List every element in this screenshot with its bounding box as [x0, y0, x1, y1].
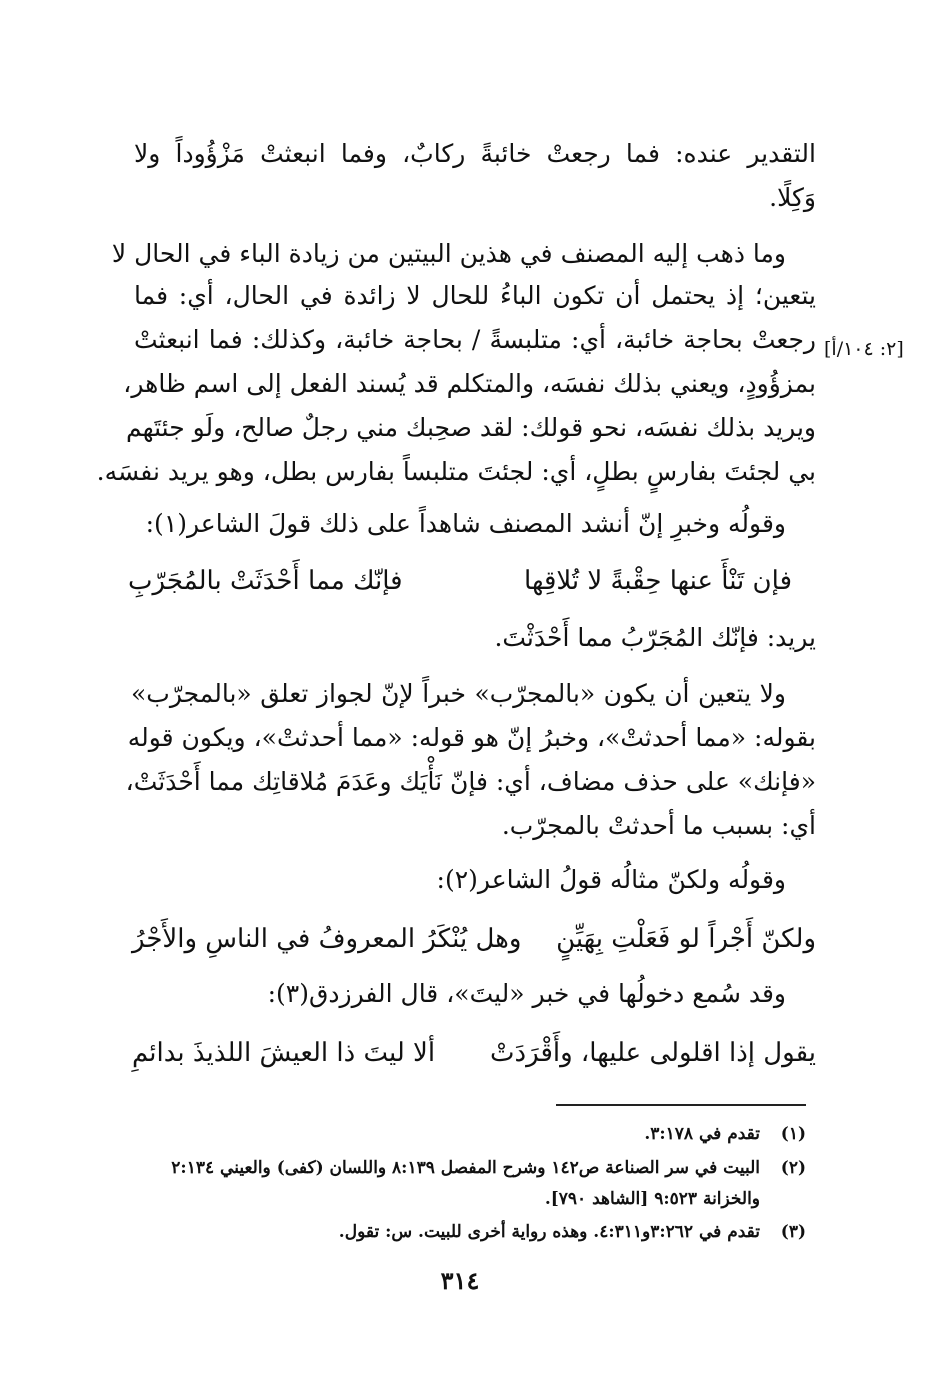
footnote-separator: [556, 1104, 806, 1106]
verse-3-first-hemistich: يقول إذا اقلولى عليها، وأَقْرَدَتْ: [490, 1038, 816, 1068]
text-line-4: يتعين؛ إذ يحتمل أن تكون الباءُ للحال لا زائدة في الحال، أي: فما: [134, 281, 816, 310]
text-line-8: بي لجئتَ بفارسٍ بطلٍ، أي: لجئتَ متلبساً بفارس بطل، وهو يريد نفسَه.: [96, 457, 816, 486]
footnote-3-number: (٣): [780, 1222, 806, 1242]
text-line-1: التقدير عنده: فما رجعتْ خائبةً ركابٌ، وفما انبعثتْ مَزْؤُوداً ولا: [134, 139, 816, 168]
footnote-3-text: تقدم في ٣:٢٦٢و٤:٣١١. وهذه رواية أخرى للبيت. س: تقول.: [338, 1222, 760, 1242]
verse-2-second-hemistich: وهل يُنْكَرُ المعروفُ في الناسِ والأَجْرُ: [132, 924, 522, 954]
text-line-3: وما ذهب إليه المصنف في هذين البيتين من زيادة الباء في الحال لا: [111, 239, 786, 268]
text-line-13: «فإنك» على حذف مضاف، أي: فإنّ نَأْيَك وعَدَمَ مُلاقاتِك مما أَحْدَثَتْ،: [125, 767, 816, 796]
page-number: ٣١٤: [440, 1266, 480, 1295]
text-line-9: وقولُه وخبرِ إنّ أنشد المصنف شاهداً على ذلك قولَ الشاعر(١):: [145, 509, 786, 538]
text-line-5: رجعتْ بحاجة خائبة، أي: متلبسةً / بحاجة خائبة، وكذلك: فما انبعثتْ: [134, 325, 816, 354]
footnote-2-text: البيت في سر الصناعة ص١٤٢ وشرح المفصل ٨:١٣٩ واللسان (كفى) والعيني ٢:١٣٤: [171, 1158, 760, 1178]
text-line-2: وَكِلًا.: [769, 183, 816, 212]
text-line-10: يريد: فإنّك المُجَرّبُ مما أَحْدَثْتَ.: [494, 623, 816, 652]
verse-3-second-hemistich: ألا ليتَ ذا العيشَ اللذيذَ بدائمِ: [132, 1038, 436, 1068]
verse-2-first-hemistich: ولكنّ أَجْراً لو فَعَلْتِ بِهَيِّنٍ: [556, 924, 816, 954]
text-line-11: ولا يتعين أن يكون «بالمجرّب» خبراً لإنّ لجواز تعلق «بالمجرّب»: [131, 679, 786, 708]
text-line-7: ويريد بذلك نفسَه، نحو قولك: لقد صحِبك مني رجلٌ صالح، ولَو جئتَهم: [125, 413, 816, 442]
footnote-1-number: (١): [780, 1124, 806, 1144]
footnote-1-text: تقدم في ٣:١٧٨.: [644, 1124, 760, 1144]
text-line-15: وقولُه ولكنّ مثالُه قولُ الشاعر(٢):: [436, 865, 786, 894]
text-line-14: أي: بسبب ما أحدثتْ بالمجرّب.: [501, 811, 816, 840]
verse-1-first-hemistich: فإن تَنْأَ عنها حِقْبةً لا تُلاقِها: [524, 566, 792, 596]
footnote-2-continuation: والخزانة ٩:٥٢٣ [الشاهد ٧٩٠].: [544, 1189, 760, 1209]
verse-1-second-hemistich: فإنّك مما أَحْدَثَتْ بالمُجَرّبِ: [128, 566, 403, 596]
text-line-6: بمزؤُودٍ، ويعني بذلك نفسَه، والمتكلم قد يُسند الفعل إلى اسم ظاهر،: [123, 369, 816, 398]
footnote-2-number: (٢): [780, 1158, 806, 1178]
margin-folio-reference: [٢: ١٠٤/أ]: [824, 338, 904, 360]
text-line-12: بقوله: «مما أحدثتْ»، وخبرُ إنّ هو قوله: «مما أحدثتْ»، ويكون قوله: [127, 723, 816, 752]
text-line-16: وقد سُمع دخولُها في خبر «ليتَ»، قال الفرزدق(٣):: [267, 979, 786, 1008]
